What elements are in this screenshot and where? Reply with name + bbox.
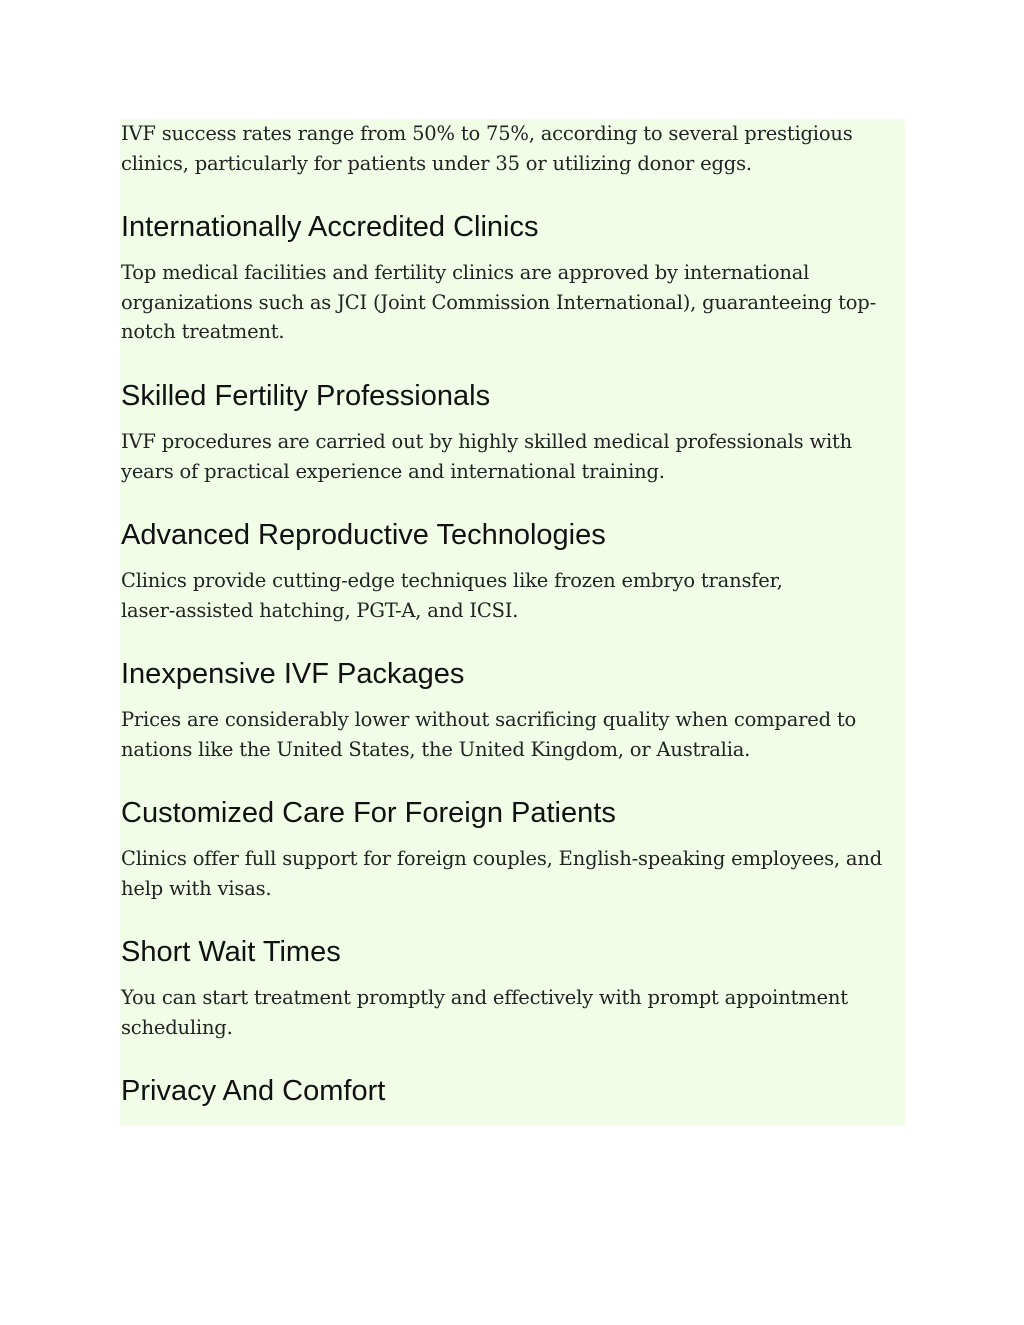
section-heading-ivf-packages: Inexpensive IVF Packages [121, 658, 465, 690]
section-body-accredited-clinics: Top medical facilities and fertility clinics are approved by international organizations such as JCI (Joint Commission International), guaranteeing top-notch treatment. [121, 261, 876, 343]
section-heading-accredited-clinics: Internationally Accredited Clinics [121, 211, 539, 243]
section-heading-short-wait-times: Short Wait Times [121, 936, 341, 968]
section-heading-privacy-comfort: Privacy And Comfort [121, 1075, 386, 1107]
section-heading-reproductive-technologies: Advanced Reproductive Technologies [121, 519, 606, 551]
section-body-ivf-packages: Prices are considerably lower without sacrificing quality when compared to nations like the United States, the United Kingdom, or Australia. [121, 708, 857, 761]
section-body-reproductive-technologies: Clinics provide cutting-edge techniques like frozen embryo transfer, laser-assisted hatching, PGT-A, and ICSI. [121, 569, 783, 622]
section-body-short-wait-times: You can start treatment promptly and effectively with prompt appointment scheduling. [121, 986, 848, 1039]
section-heading-fertility-professionals: Skilled Fertility Professionals [121, 380, 491, 412]
section-heading-foreign-patients: Customized Care For Foreign Patients [121, 797, 616, 829]
intro-paragraph: IVF success rates range from 50% to 75%, according to several prestigious clinics, particularly for patients under 35 or utilizing donor eggs. [121, 122, 853, 175]
section-body-fertility-professionals: IVF procedures are carried out by highly skilled medical professionals with years of practical experience and international training. [121, 430, 853, 483]
section-body-foreign-patients: Clinics offer full support for foreign couples, English-speaking employees, and help with visas. [121, 847, 882, 900]
